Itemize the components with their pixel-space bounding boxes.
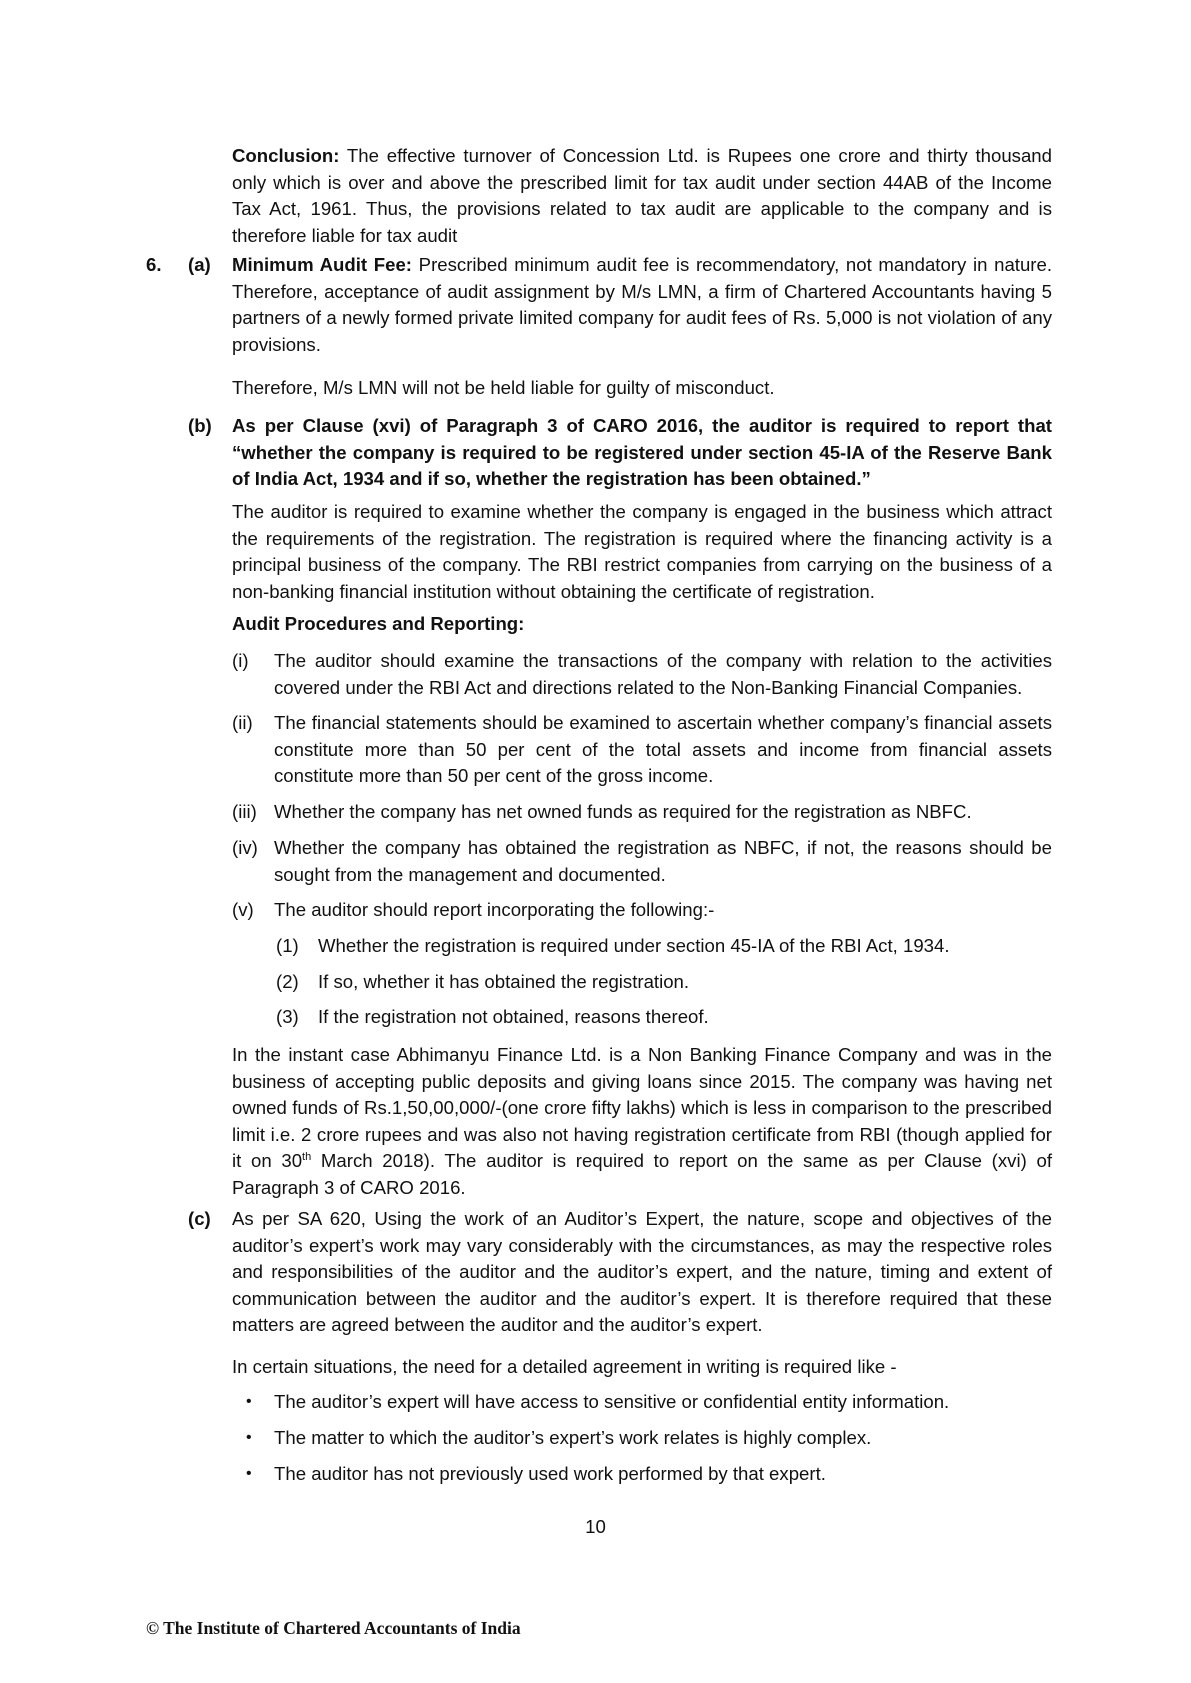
footer-copyright: © The Institute of Chartered Accountants of India xyxy=(146,1618,521,1638)
part-a-heading: Minimum Audit Fee: xyxy=(232,254,412,275)
list-item: The auditor should report incorporating the following:- xyxy=(274,899,715,920)
bullet-icon: • xyxy=(246,1429,252,1446)
subitem-label: (1) xyxy=(276,935,299,956)
part-b-paragraph-1: The auditor is required to examine whether the company is engaged in the business which attract the requirements of the registration. The registration is required where the financing activity is a principal business of the company. The RBI restrict companies from carrying on the business of a non-banking financial institution without obtaining the certificate of registration. xyxy=(232,501,1052,602)
list-item: The auditor should examine the transactions of the company with relation to the activities covered under the RBI Act and directions related to the Non-Banking Financial Companies. xyxy=(274,650,1052,698)
part-a-label: (a) xyxy=(188,254,211,275)
part-b-para2-text: In the instant case Abhimanyu Finance Ltd. is a Non Banking Finance Company and was in the business of accepting public deposits and giving loans since 2015. The company was having net owned funds of Rs.1,50,00,000/-(one crore fifty lakhs) which is less in comparison to the prescribed limit i.e. 2 crore rupees and was also not having registration certificate from RBI (though applied for it on 30 xyxy=(232,1044,1052,1171)
part-b-para2-text-end: March 2018). The auditor is required to report on the same as per Clause (xvi) of Paragraph 3 of CARO 2016. xyxy=(232,1150,1052,1198)
part-c-paragraph-1: As per SA 620, Using the work of an Auditor’s Expert, the nature, scope and objectives of the auditor’s expert’s work may vary considerably with the circumstances, as may the respective roles and responsibilities of the auditor and the auditor’s expert, and the nature, timing and extent of communication between the auditor and the auditor’s expert. It is therefore required that these matters are agreed between the auditor and the auditor’s expert. xyxy=(232,1208,1052,1335)
bullet-icon: • xyxy=(246,1393,252,1410)
bullet-item: The matter to which the auditor’s expert’s work relates is highly complex. xyxy=(274,1427,872,1448)
sub-list-item: If the registration not obtained, reasons thereof. xyxy=(318,1006,709,1027)
sub-list-item: If so, whether it has obtained the registration. xyxy=(318,971,690,992)
part-a-conclusion: Therefore, M/s LMN will not be held liable for guilty of misconduct. xyxy=(232,377,775,398)
part-a-paragraph xyxy=(232,252,1052,358)
part-b-label: (b) xyxy=(188,415,212,436)
item-label: (i) xyxy=(232,650,249,671)
conclusion-label: Conclusion: xyxy=(232,145,340,166)
bullet-item: The auditor’s expert will have access to sensitive or confidential entity information. xyxy=(274,1391,950,1412)
page-number: 10 xyxy=(585,1516,606,1537)
part-a-text: Prescribed minimum audit fee is recommendatory, not mandatory in nature. Therefore, acceptance of audit assignment by M/s LMN, a firm of Chartered Accountants having 5 partners of a newly formed private limited company for audit fees of Rs. 5,000 is not violation of any provisions. xyxy=(232,254,1052,355)
list-item: The financial statements should be examined to ascertain whether company’s financial assets constitute more than 50 per cent of the total assets and income from financial assets constitute more than 50 per cent of the gross income. xyxy=(274,712,1052,786)
subitem-label: (2) xyxy=(276,971,299,992)
list-item: Whether the company has obtained the registration as NBFC, if not, the reasons should be sought from the management and documented. xyxy=(274,837,1052,885)
conclusion-paragraph xyxy=(232,143,1052,249)
item-label: (iii) xyxy=(232,801,257,822)
part-c-paragraph-2: In certain situations, the need for a detailed agreement in writing is required like - xyxy=(232,1356,897,1377)
bullet-icon: • xyxy=(246,1465,252,1482)
item-label: (ii) xyxy=(232,712,253,733)
bullet-item: The auditor has not previously used work performed by that expert. xyxy=(274,1463,826,1484)
part-c-label: (c) xyxy=(188,1208,211,1229)
part-b-paragraph-2 xyxy=(232,1042,1052,1201)
conclusion-text: The effective turnover of Concession Ltd. is Rupees one crore and thirty thousand only which is over and above the prescribed limit for tax audit under section 44AB of the Income Tax Act, 1961. Thus, the provisions related to tax audit are applicable to the company and is therefore liable for tax audit xyxy=(232,145,1052,246)
sub-list-item: Whether the registration is required under section 45-IA of the RBI Act, 1934. xyxy=(318,935,950,956)
subitem-label: (3) xyxy=(276,1006,299,1027)
item-label: (iv) xyxy=(232,837,258,858)
part-b-heading: As per Clause (xvi) of Paragraph 3 of CARO 2016, the auditor is required to report that “whether the company is required to be registered under section 45-IA of the Reserve Bank of India Act, 1934 and if so, whether the registration has been obtained.” xyxy=(232,415,1052,489)
question-number: 6. xyxy=(146,254,162,275)
list-item: Whether the company has net owned funds as required for the registration as NBFC. xyxy=(274,801,972,822)
part-b-subheading: Audit Procedures and Reporting: xyxy=(232,613,525,634)
item-label: (v) xyxy=(232,899,254,920)
superscript-th: th xyxy=(302,1150,312,1163)
